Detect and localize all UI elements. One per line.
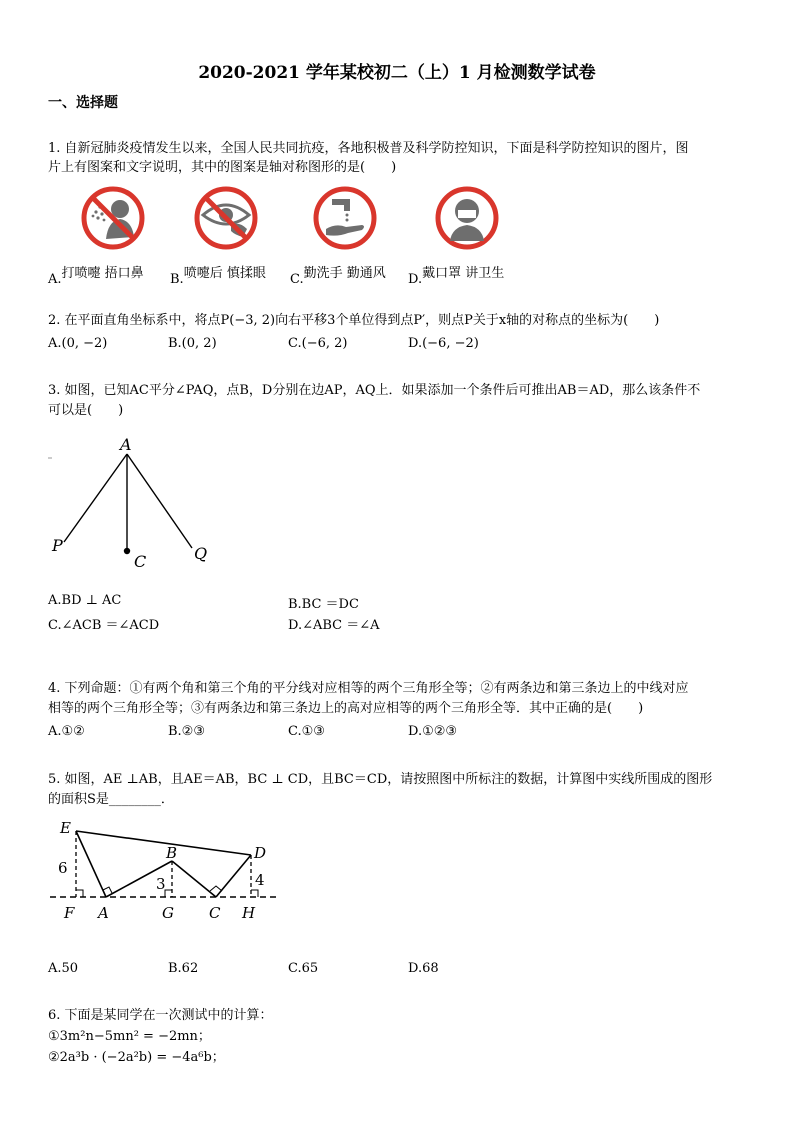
q5-text-line1: 5. 如图，AE ⊥AB，且AE＝AB，BC ⊥ CD，且BC＝CD，请按照图中所标注的数据，计算图中实线所围成的图形 [48, 772, 713, 787]
q5-length-3: 3 [156, 875, 166, 893]
q3-text-line2: 可以是( ) [48, 403, 124, 418]
q3-label-q: Q [194, 544, 208, 563]
q1-option-a-letter: A. [48, 272, 62, 287]
q4-option-b[interactable]: B.②③ [168, 724, 205, 739]
q5-label-h: H [242, 904, 256, 922]
q1-option-d-letter: D. [408, 272, 423, 287]
q5-label-e: E [60, 819, 71, 837]
q3-text-line1: 3. 如图，已知AC平分∠PAQ，点B，D分别在边AP，AQ上．如果添加一个条件后可推出AB＝AD，那么该条件不 [48, 383, 701, 398]
q4-option-c[interactable]: C.①③ [288, 724, 325, 739]
q3-option-d[interactable]: D.∠ABC ＝∠A [288, 618, 380, 633]
q4-option-d[interactable]: D.①②③ [408, 724, 458, 739]
q3-option-a[interactable]: A.BD ⊥ AC [48, 593, 122, 608]
q2-option-b[interactable]: B.(0, 2) [168, 336, 217, 351]
q5-label-f: F [64, 904, 75, 922]
q3-angle-figure [44, 430, 224, 575]
q1-option-a[interactable] [48, 262, 144, 287]
q3-option-c[interactable]: C.∠ACB ＝∠ACD [48, 618, 160, 633]
q5-label-g: G [162, 904, 174, 922]
q5-length-6: 6 [58, 859, 68, 877]
q5-label-d: D [254, 844, 267, 862]
q1-option-d[interactable] [408, 262, 505, 287]
no-sneeze-icon [80, 185, 146, 251]
q5-geometry-figure [48, 815, 288, 930]
q1-option-b-letter: B. [170, 272, 184, 287]
q6-item-1: ①3m²n−5mn² = −2mn； [48, 1029, 211, 1044]
q5-option-b[interactable]: B.62 [168, 961, 199, 976]
q1-option-d-text: 戴口罩 讲卫生 [422, 266, 505, 281]
q6-text: 6. 下面是某同学在一次测试中的计算： [48, 1008, 273, 1023]
q5-label-a: A [98, 904, 109, 922]
hand-wash-icon [312, 185, 378, 251]
q3-label-a: A [120, 435, 132, 454]
q2-option-d[interactable]: D.(−6, −2) [408, 336, 479, 351]
q1-option-c[interactable] [290, 262, 386, 287]
q6-item-2: ②2a³b · (−2a²b) = −4a⁶b； [48, 1050, 225, 1065]
face-mask-icon [434, 185, 500, 251]
q1-text-line1: 1. 自新冠肺炎疫情发生以来，全国人民共同抗疫，各地积极普及科学防控知识，下面是科学防控知识的图片，图 [48, 141, 689, 156]
q1-option-b[interactable] [170, 262, 266, 287]
q3-label-p: P [52, 536, 63, 555]
q2-option-a[interactable]: A.(0, −2) [48, 336, 108, 351]
page-title: 2020-2021 学年某校初二（上）1 月检测数学试卷 [198, 63, 596, 83]
q5-option-c[interactable]: C.65 [288, 961, 319, 976]
q5-label-c: C [209, 904, 221, 922]
q4-text-line1: 4. 下列命题：①有两个角和第三个角的平分线对应相等的两个三角形全等；②有两条边和第三条边上的中线对应 [48, 681, 689, 696]
q1-option-c-text: 勤洗手 勤通风 [303, 266, 386, 281]
section-heading: 一、选择题 [48, 95, 118, 111]
q1-option-b-text: 喷嚏后 慎揉眼 [183, 266, 266, 281]
q2-text: 2. 在平面直角坐标系中，将点P(−3, 2)向右平移3个单位得到点P′，则点P关于x轴的对称点的坐标为( ) [48, 313, 660, 328]
q4-text-line2: 相等的两个三角形全等；③有两条边和第三条边上的高对应相等的两个三角形全等．其中正确的是( ) [48, 701, 644, 716]
q3-option-b[interactable]: B.BC ＝DC [288, 597, 359, 612]
no-eye-rub-icon [193, 185, 259, 251]
q2-option-c[interactable]: C.(−6, 2) [288, 336, 348, 351]
q5-option-a[interactable]: A.50 [48, 961, 79, 976]
q5-length-4: 4 [255, 871, 265, 889]
q5-text-line2: 的面积S是________． [48, 792, 174, 807]
q5-label-b: B [166, 844, 178, 862]
q3-label-c: C [134, 552, 147, 571]
q4-option-a[interactable]: A.①② [48, 724, 85, 739]
q1-option-c-letter: C. [290, 272, 304, 287]
q5-option-d[interactable]: D.68 [408, 961, 439, 976]
q1-text-line2: 片上有图案和文字说明，其中的图案是轴对称图形的是( ) [48, 160, 397, 175]
q1-option-a-text: 打喷嚏 捂口鼻 [61, 266, 144, 281]
